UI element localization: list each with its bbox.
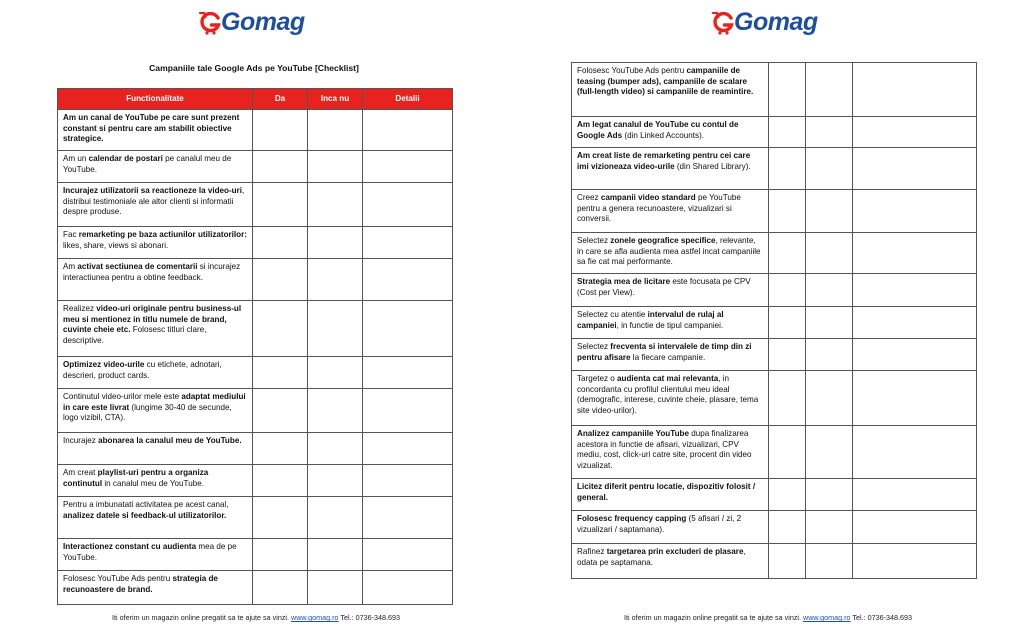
item-description <box>58 183 253 227</box>
bold-text: zonele geografice specifice <box>610 236 716 245</box>
item-description <box>572 148 769 190</box>
inca-nu-checkbox-cell[interactable] <box>308 183 363 227</box>
footer-link[interactable]: www.gomag.ro <box>803 613 851 622</box>
detalii-cell[interactable] <box>853 190 977 233</box>
inca-nu-checkbox-cell[interactable] <box>308 151 363 183</box>
table-row <box>572 274 977 307</box>
bold-text: Am creat liste de remarketing pentru cei care imi vizioneaza video-urile <box>577 151 751 171</box>
item-description <box>58 433 253 465</box>
item-description <box>58 110 253 151</box>
text: in canalul meu de YouTube. <box>102 478 204 488</box>
da-checkbox-cell[interactable] <box>769 148 806 190</box>
text: Pentru a imbunatati activitatea pe acest canal, <box>63 500 229 509</box>
text: Am creat <box>63 468 98 477</box>
inca-nu-checkbox-cell[interactable] <box>806 63 853 117</box>
table-row <box>572 371 977 426</box>
detalii-cell[interactable] <box>363 301 453 357</box>
item-description <box>58 539 253 571</box>
item-description <box>58 301 253 357</box>
text: Am un <box>63 154 89 163</box>
text: Incurajez <box>63 436 99 445</box>
header-functionalitate: Functionalitate <box>58 89 253 110</box>
inca-nu-checkbox-cell[interactable] <box>806 426 853 479</box>
bold-text: remarketing pe baza actiunilor utilizatorilor: <box>78 230 247 239</box>
footer-link[interactable]: www.gomag.ro <box>291 613 339 622</box>
table-row <box>572 148 977 190</box>
bold-text: analizez datele si feedback-ul utilizatorilor. <box>63 510 227 520</box>
da-checkbox-cell[interactable] <box>769 426 806 479</box>
table-row <box>572 479 977 511</box>
table-row <box>58 301 453 357</box>
detalii-cell[interactable] <box>853 307 977 339</box>
text: Selectez <box>577 342 611 351</box>
inca-nu-checkbox-cell[interactable] <box>806 274 853 307</box>
da-checkbox-cell[interactable] <box>253 571 308 605</box>
item-description <box>58 465 253 497</box>
detalii-cell[interactable] <box>363 227 453 259</box>
table-row <box>58 151 453 183</box>
inca-nu-checkbox-cell[interactable] <box>806 339 853 371</box>
inca-nu-checkbox-cell[interactable] <box>806 148 853 190</box>
brand-name: Gomag <box>221 7 305 36</box>
detalii-cell[interactable] <box>853 117 977 148</box>
bold-text: video-uri originale pentru business-ul meu si mentionez in titlu numele de brand, cuvinte cheie etc. <box>63 304 242 335</box>
checklist-table <box>571 62 977 579</box>
footer-phone: Tel.: 0736-348.693 <box>338 613 400 622</box>
detalii-cell[interactable] <box>363 259 453 301</box>
detalii-cell[interactable] <box>853 233 977 274</box>
detalii-cell[interactable] <box>363 151 453 183</box>
detalii-cell[interactable] <box>363 433 453 465</box>
item-description <box>58 571 253 605</box>
item-description <box>58 357 253 389</box>
item-description <box>58 259 253 301</box>
table-row <box>572 190 977 233</box>
detalii-cell[interactable] <box>853 63 977 117</box>
detalii-cell[interactable] <box>363 465 453 497</box>
cart-g-icon <box>711 9 735 35</box>
bold-text: Folosesc frequency capping <box>577 514 687 523</box>
da-checkbox-cell[interactable] <box>769 274 806 307</box>
bold-text: strategia de recunoastere de brand. <box>63 574 218 594</box>
detalii-cell[interactable] <box>853 426 977 479</box>
table-row <box>58 259 453 301</box>
item-description <box>58 497 253 539</box>
table-row <box>572 307 977 339</box>
inca-nu-checkbox-cell[interactable] <box>308 357 363 389</box>
checklist-body <box>58 110 453 605</box>
detalii-cell[interactable] <box>853 339 977 371</box>
da-checkbox-cell[interactable] <box>253 433 308 465</box>
da-checkbox-cell[interactable] <box>769 371 806 426</box>
table-row <box>572 511 977 544</box>
text: Selectez <box>577 236 611 245</box>
da-checkbox-cell[interactable] <box>253 301 308 357</box>
bold-text: Strategia mea de licitare <box>577 277 671 286</box>
table-row <box>58 571 453 605</box>
text: Am <box>63 262 78 271</box>
inca-nu-checkbox-cell[interactable] <box>806 117 853 148</box>
text: (din Linked Accounts). <box>622 130 705 140</box>
inca-nu-checkbox-cell[interactable] <box>806 511 853 544</box>
detalii-cell[interactable] <box>363 497 453 539</box>
text: Fac <box>63 230 79 239</box>
detalii-cell[interactable] <box>363 357 453 389</box>
page-footer <box>0 613 512 622</box>
detalii-cell[interactable] <box>363 110 453 151</box>
page-footer <box>512 613 1024 622</box>
inca-nu-checkbox-cell[interactable] <box>308 227 363 259</box>
da-checkbox-cell[interactable] <box>253 259 308 301</box>
detalii-cell[interactable] <box>853 371 977 426</box>
bold-text: frecventa si intervalele de timp din zi pentru afisare <box>577 342 752 362</box>
da-checkbox-cell[interactable] <box>253 151 308 183</box>
text: likes, share, views si abonari. <box>63 240 169 250</box>
inca-nu-checkbox-cell[interactable] <box>308 389 363 433</box>
table-row <box>58 183 453 227</box>
table-row <box>572 63 977 117</box>
bold-text: calendar de postari <box>88 154 163 163</box>
bold-text: adaptat mediului in care este livrat <box>63 392 246 412</box>
text: Realizez <box>63 304 97 313</box>
table-row <box>58 227 453 259</box>
item-description <box>572 426 769 479</box>
header-inca-nu: Inca nu <box>308 89 363 110</box>
inca-nu-checkbox-cell[interactable] <box>308 433 363 465</box>
detalii-cell[interactable] <box>363 571 453 605</box>
item-description <box>58 389 253 433</box>
table-row <box>572 117 977 148</box>
da-checkbox-cell[interactable] <box>253 357 308 389</box>
detalii-cell[interactable] <box>363 389 453 433</box>
item-description <box>58 227 253 259</box>
text: Folosesc YouTube Ads pentru <box>63 574 173 583</box>
text: mea de pe YouTube. <box>63 542 237 562</box>
text: Continutul video-urilor mele este <box>63 392 182 401</box>
bold-text: Licitez diferit pentru locatie, dispozitiv folosit / general. <box>577 482 756 502</box>
item-description <box>572 274 769 307</box>
da-checkbox-cell[interactable] <box>253 183 308 227</box>
text: pe YouTube pentru a genera recunoastere, vizualizari si conversii. <box>577 193 741 224</box>
inca-nu-checkbox-cell[interactable] <box>308 110 363 151</box>
bold-text: Am un canal de YouTube pe care sunt prezent constant si pentru care am stabilit obiective strategice. <box>63 113 240 144</box>
item-description <box>572 544 769 579</box>
inca-nu-checkbox-cell[interactable] <box>806 233 853 274</box>
checklist-body <box>572 63 977 579</box>
table-header-row <box>58 89 453 110</box>
text: , in functie de tipul campaniei. <box>616 320 724 330</box>
item-description <box>572 371 769 426</box>
da-checkbox-cell[interactable] <box>769 233 806 274</box>
da-checkbox-cell[interactable] <box>253 465 308 497</box>
detalii-cell[interactable] <box>853 274 977 307</box>
bold-text: activat sectiunea de comentarii <box>77 262 198 271</box>
da-checkbox-cell[interactable] <box>769 479 806 511</box>
da-checkbox-cell[interactable] <box>769 63 806 117</box>
table-row <box>58 465 453 497</box>
bold-text: campanii video standard <box>600 193 696 202</box>
text: Targetez o <box>577 374 618 383</box>
header-detalii: Detalii <box>363 89 453 110</box>
table-row <box>58 389 453 433</box>
table-row <box>58 497 453 539</box>
item-description <box>572 190 769 233</box>
header-da: Da <box>253 89 308 110</box>
text: , in concordanta cu profilul clientului meu ideal (demografic, interese, cuvinte cheie, plasare, tema site video-urilor). <box>577 374 759 415</box>
text: Folosesc titluri clare, descriptive. <box>63 325 207 345</box>
table-row <box>58 357 453 389</box>
table-row <box>58 433 453 465</box>
table-row <box>572 544 977 579</box>
detalii-cell[interactable] <box>363 539 453 571</box>
text: la fiecare campanie. <box>630 352 706 362</box>
text: cu etichete, adnotari, descrieri, product cards. <box>63 360 222 380</box>
da-checkbox-cell[interactable] <box>253 110 308 151</box>
da-checkbox-cell[interactable] <box>769 190 806 233</box>
inca-nu-checkbox-cell[interactable] <box>806 544 853 579</box>
item-description <box>572 511 769 544</box>
item-description <box>572 233 769 274</box>
bold-text: intervalul de rulaj al campaniei <box>577 310 724 330</box>
da-checkbox-cell[interactable] <box>769 544 806 579</box>
checklist-page-2 <box>512 0 1024 633</box>
inca-nu-checkbox-cell[interactable] <box>308 539 363 571</box>
footer-text: Iti oferim un magazin online pregatit sa te ajute sa vinzi. <box>624 613 803 622</box>
text: Folosesc YouTube Ads pentru <box>577 66 687 75</box>
da-checkbox-cell[interactable] <box>769 339 806 371</box>
detalii-cell[interactable] <box>853 511 977 544</box>
text: , odata pe saptamana. <box>577 547 746 567</box>
detalii-cell[interactable] <box>853 479 977 511</box>
cart-g-icon <box>198 9 222 35</box>
checklist-title: Campaniile tale Google Ads pe YouTube [Checklist] <box>149 63 359 73</box>
bold-text: playlist-uri pentru a organiza continutul <box>63 468 209 488</box>
bold-text: campaniile de teasing (bumper ads), campaniile de scalare (full-length video) si campaniile de reamintire. <box>577 66 754 97</box>
inca-nu-checkbox-cell[interactable] <box>308 465 363 497</box>
detalii-cell[interactable] <box>363 183 453 227</box>
bold-text: Optimizez video-urile <box>63 360 145 369</box>
da-checkbox-cell[interactable] <box>253 497 308 539</box>
brand-name: Gomag <box>734 7 818 36</box>
text: , relevante, in care se afla audienta mea astfel incat campaniile sa fie cat mai performante. <box>577 236 761 267</box>
text: , distribui testimoniale ale altor clienti si informatii despre produse. <box>63 186 245 217</box>
gomag-logo <box>711 4 818 40</box>
text: (lungime 30-40 de secunde, logo vizibil, CTA). <box>63 402 232 423</box>
text: si incurajez interactiunea pentru a obtine feedback. <box>63 262 241 282</box>
da-checkbox-cell[interactable] <box>769 307 806 339</box>
da-checkbox-cell[interactable] <box>253 227 308 259</box>
text: pe canalul meu de YouTube. <box>63 154 232 174</box>
footer-text: Iti oferim un magazin online pregatit sa te ajute sa vinzi. <box>112 613 291 622</box>
text: (din Shared Library). <box>674 161 751 171</box>
inca-nu-checkbox-cell[interactable] <box>806 190 853 233</box>
table-row <box>572 426 977 479</box>
bold-text: audienta cat mai relevanta <box>617 374 719 383</box>
bold-text: Am legat canalul de YouTube cu contul de Google Ads <box>577 120 739 140</box>
da-checkbox-cell[interactable] <box>253 389 308 433</box>
inca-nu-checkbox-cell[interactable] <box>308 301 363 357</box>
item-description <box>572 479 769 511</box>
table-row <box>572 339 977 371</box>
bold-text: Incurajez utilizatorii sa reactioneze la video-uri <box>63 186 243 195</box>
inca-nu-checkbox-cell[interactable] <box>308 571 363 605</box>
text: Selectez cu atentie <box>577 310 648 319</box>
inca-nu-checkbox-cell[interactable] <box>308 259 363 301</box>
table-row <box>58 539 453 571</box>
detalii-cell[interactable] <box>853 148 977 190</box>
da-checkbox-cell[interactable] <box>769 511 806 544</box>
footer-phone: Tel.: 0736-348.693 <box>850 613 912 622</box>
text: este focusata pe CPV (Cost per View). <box>577 277 751 297</box>
item-description <box>572 307 769 339</box>
item-description <box>572 339 769 371</box>
checklist-table <box>57 88 453 605</box>
item-description <box>572 117 769 148</box>
text: (5 afisari / zi, 2 vizualizari / saptamana). <box>577 514 742 534</box>
bold-text: targetarea prin excluderi de plasare <box>606 547 744 556</box>
detalii-cell[interactable] <box>853 544 977 579</box>
bold-text: Interactionez constant cu audienta <box>63 542 197 551</box>
inca-nu-checkbox-cell[interactable] <box>806 479 853 511</box>
bold-text: abonarea la canalul meu de YouTube. <box>98 436 242 445</box>
item-description <box>572 63 769 117</box>
inca-nu-checkbox-cell[interactable] <box>806 307 853 339</box>
text: Creez <box>577 193 601 202</box>
text: Rafinez <box>577 547 607 556</box>
table-row <box>58 110 453 151</box>
inca-nu-checkbox-cell[interactable] <box>308 497 363 539</box>
text: dupa finalizarea acestora in functie de afisari, vizualizari, CPV mediu, cost, click-uri catre site, procent din video vizualizat. <box>577 429 752 470</box>
inca-nu-checkbox-cell[interactable] <box>806 371 853 426</box>
table-row <box>572 233 977 274</box>
item-description <box>58 151 253 183</box>
da-checkbox-cell[interactable] <box>253 539 308 571</box>
da-checkbox-cell[interactable] <box>769 117 806 148</box>
gomag-logo <box>198 4 305 40</box>
bold-text: Analizez campaniile YouTube <box>577 429 689 438</box>
